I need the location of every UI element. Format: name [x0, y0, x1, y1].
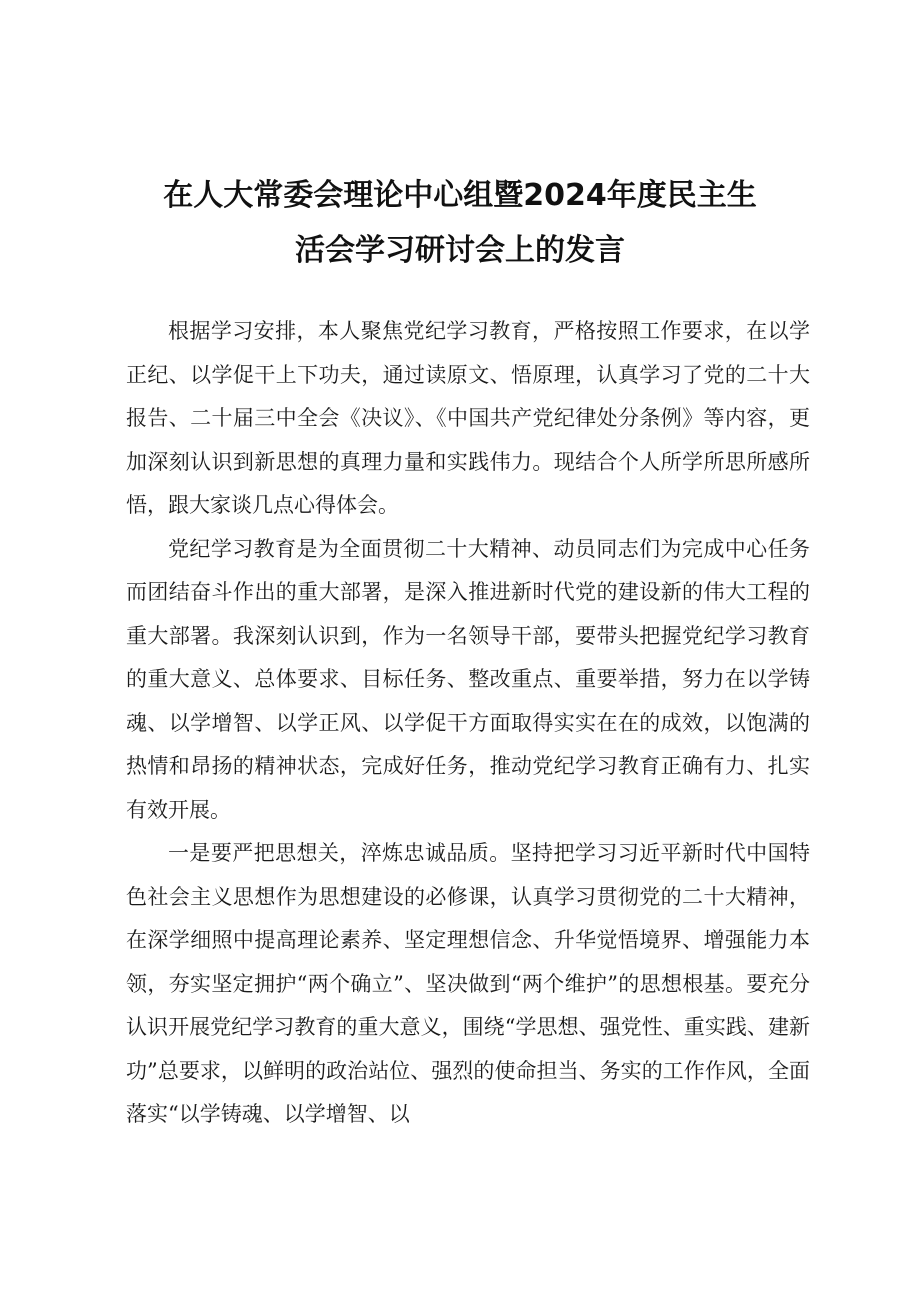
paragraph-3: 一是要严把思想关，淬炼忠诚品质。坚持把学习习近平新时代中国特色社会主义思想作为思想建设的必修课，认真学习贯彻党的二十大精神，在深学细照中提高理论素养、坚定理想信念、升华觉悟境界、增强能力本领，夯实坚定拥护“两个确立”、坚决做到“两个维护”的思想根基。要充分认识开展党纪学习教育的重大意义，围绕“学思想、强党性、重实践、建新功”总要求，以鲜明的政治站位、强烈的使命担当、务实的工作作风，全面落实“以学铸魂、以学增智、以	[126, 841, 810, 1126]
document-title	[0, 168, 920, 278]
title-line-1: 在人大常委会理论中心组暨2024年度民主生	[163, 178, 757, 213]
title-line-2: 活会学习研讨会上的发言	[295, 233, 625, 268]
paragraph-1: 根据学习安排，本人聚焦党纪学习教育，严格按照工作要求，在以学正纪、以学促干上下功夫，通过读原文、悟原理，认真学习了党的二十大报告、二十届三中全会《决议》、《中国共产党纪律处分条例》等内容，更加深刻认识到新思想的真理力量和实践伟力。现结合个人所学所思所感所悟，跟大家谈几点心得体会。	[126, 319, 810, 517]
paragraph-2: 党纪学习教育是为全面贯彻二十大精神、动员同志们为完成中心任务而团结奋斗作出的重大部署，是深入推进新时代党的建设新的伟大工程的重大部署。我深刻认识到，作为一名领导干部，要带头把握党纪学习教育的重大意义、总体要求、目标任务、整改重点、重要举措，努力在以学铸魂、以学增智、以学正风、以学促干方面取得实实在在的成效，以饱满的热情和昂扬的精神状态，完成好任务，推动党纪学习教育正确有力、扎实有效开展。	[126, 536, 810, 822]
document-body	[126, 310, 810, 1137]
